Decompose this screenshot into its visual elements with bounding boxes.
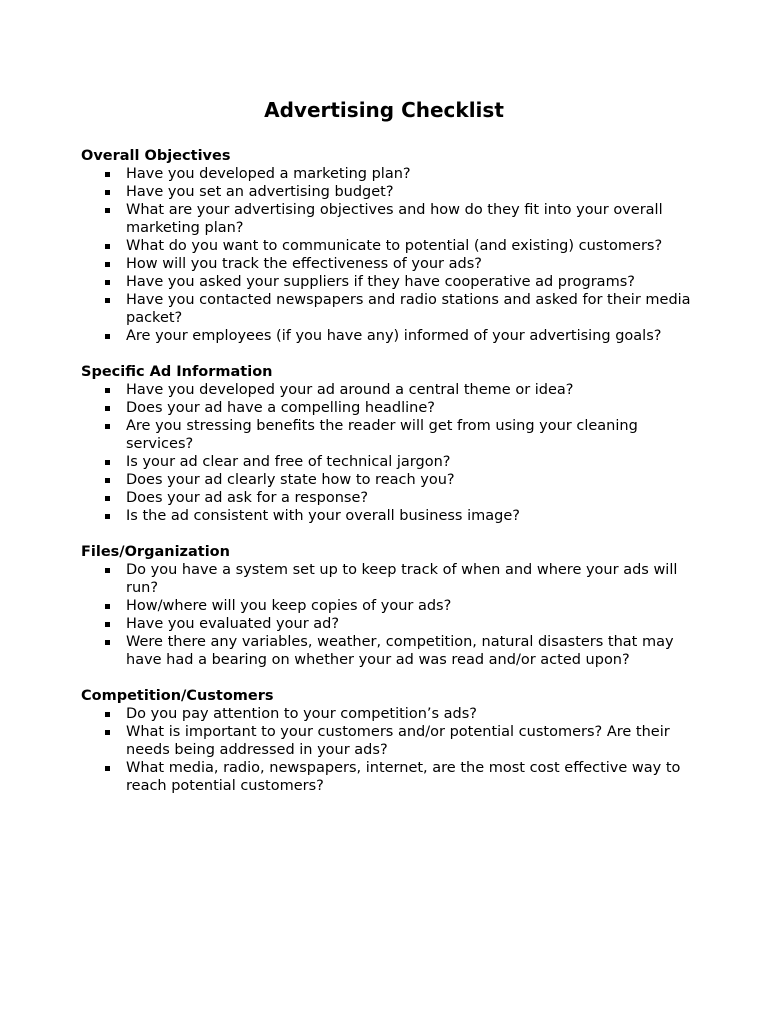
list-item (81, 507, 706, 525)
list-item (81, 723, 706, 759)
document-title: Advertising Checklist (264, 98, 504, 122)
list-item (81, 201, 706, 237)
square-bullet-icon (105, 388, 110, 393)
square-bullet-icon (105, 514, 110, 519)
square-bullet-icon (105, 496, 110, 501)
section-heading: Overall Objectives (81, 148, 231, 164)
list-item (81, 471, 706, 489)
list-item (81, 327, 706, 345)
list-item (81, 615, 706, 633)
list-item-text: Have you asked your suppliers if they have cooperative ad programs? (126, 274, 635, 290)
square-bullet-icon (105, 640, 110, 645)
list-item-text: What do you want to communicate to potential (and existing) customers? (126, 238, 663, 254)
list-item (81, 633, 706, 669)
list-item-text: Have you developed a marketing plan? (126, 166, 411, 182)
list-item (81, 237, 706, 255)
list-item-text: Have you contacted newspapers and radio stations and asked for their media packet? (126, 292, 691, 326)
checklist (81, 165, 708, 345)
list-item (81, 165, 706, 183)
square-bullet-icon (105, 190, 110, 195)
section-overall-objectives (81, 147, 708, 345)
list-item-text: Are you stressing benefits the reader will get from using your cleaning services? (126, 418, 638, 452)
checklist (81, 705, 708, 795)
square-bullet-icon (105, 424, 110, 429)
square-bullet-icon (105, 604, 110, 609)
square-bullet-icon (105, 712, 110, 717)
square-bullet-icon (105, 460, 110, 465)
square-bullet-icon (105, 262, 110, 267)
square-bullet-icon (105, 244, 110, 249)
square-bullet-icon (105, 208, 110, 213)
square-bullet-icon (105, 334, 110, 339)
section-files-organization (81, 543, 708, 669)
list-item-text: Is your ad clear and free of technical jargon? (126, 454, 451, 470)
list-item (81, 381, 706, 399)
list-item-text: Do you have a system set up to keep track of when and where your ads will run? (126, 562, 678, 596)
square-bullet-icon (105, 478, 110, 483)
list-item-text: Does your ad ask for a response? (126, 490, 369, 506)
list-item (81, 597, 706, 615)
list-item (81, 399, 706, 417)
checklist (81, 561, 708, 669)
list-item (81, 255, 706, 273)
list-item-text: Have you developed your ad around a central theme or idea? (126, 382, 574, 398)
list-item (81, 489, 706, 507)
list-item (81, 273, 706, 291)
square-bullet-icon (105, 172, 110, 177)
square-bullet-icon (105, 730, 110, 735)
list-item (81, 705, 706, 723)
list-item-text: Are your employees (if you have any) informed of your advertising goals? (126, 328, 662, 344)
section-heading: Competition/Customers (81, 688, 274, 704)
list-item-text: What are your advertising objectives and how do they fit into your overall marketing plan? (126, 202, 663, 236)
section-heading: Specific Ad Information (81, 364, 273, 380)
list-item-text: Have you set an advertising budget? (126, 184, 394, 200)
list-item (81, 561, 706, 597)
square-bullet-icon (105, 766, 110, 771)
list-item-text: Does your ad clearly state how to reach you? (126, 472, 455, 488)
list-item-text: Have you evaluated your ad? (126, 616, 340, 632)
list-item-text: What media, radio, newspapers, internet, are the most cost effective way to reach potential customers? (126, 760, 681, 794)
section-heading: Files/Organization (81, 544, 230, 560)
section-specific-ad-information (81, 363, 708, 525)
list-item (81, 453, 706, 471)
list-item-text: Were there any variables, weather, competition, natural disasters that may have had a bearing on whether your ad was read and/or acted upon? (126, 634, 674, 668)
list-item-text: How will you track the effectiveness of your ads? (126, 256, 482, 272)
square-bullet-icon (105, 406, 110, 411)
square-bullet-icon (105, 280, 110, 285)
list-item (81, 759, 706, 795)
list-item (81, 183, 706, 201)
square-bullet-icon (105, 298, 110, 303)
list-item-text: Is the ad consistent with your overall business image? (126, 508, 520, 524)
square-bullet-icon (105, 622, 110, 627)
checklist (81, 381, 708, 525)
list-item-text: What is important to your customers and/or potential customers? Are their needs being addressed in your ads? (126, 724, 670, 758)
list-item-text: How/where will you keep copies of your ads? (126, 598, 452, 614)
section-competition-customers (81, 687, 708, 795)
square-bullet-icon (105, 568, 110, 573)
list-item-text: Does your ad have a compelling headline? (126, 400, 435, 416)
list-item-text: Do you pay attention to your competition’s ads? (126, 706, 478, 722)
list-item (81, 291, 706, 327)
list-item (81, 417, 706, 453)
